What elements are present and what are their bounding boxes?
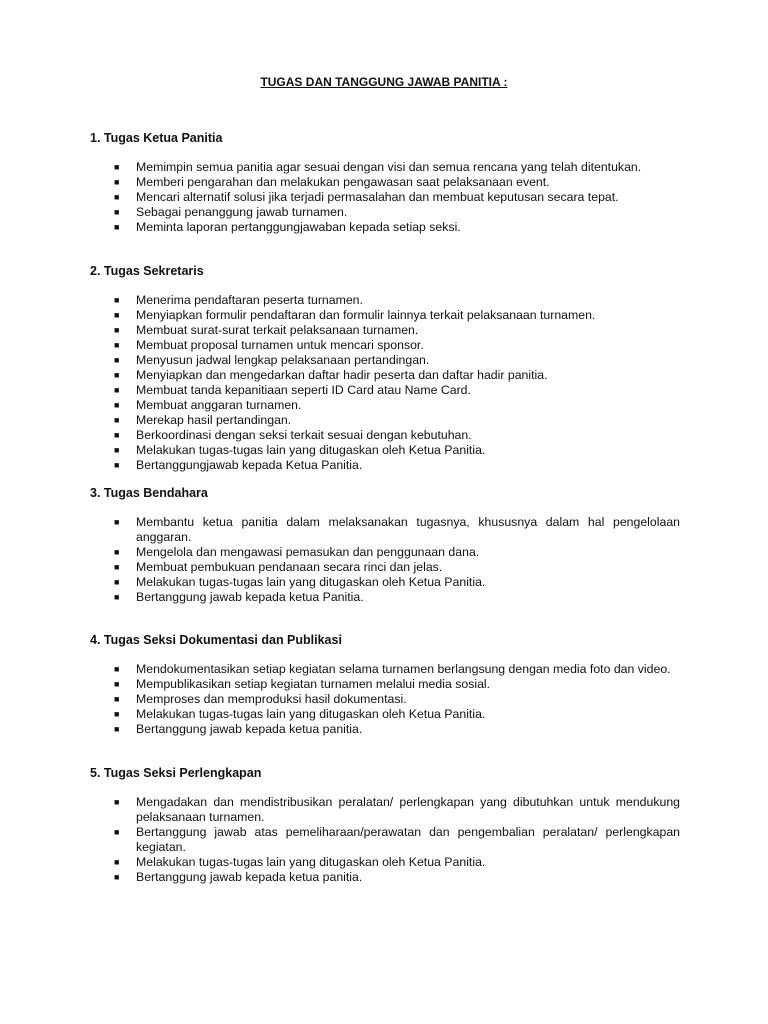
bullet-icon: ■ (114, 355, 120, 365)
list-item-text: Melakukan tugas-tugas lain yang ditugaskan oleh Ketua Panitia. (136, 707, 486, 721)
list-item (90, 353, 680, 368)
bullet-icon: ■ (114, 295, 120, 305)
list-item (90, 338, 680, 353)
bullet-icon: ■ (114, 857, 120, 867)
list-item-text: Bertanggung jawab kepada ketua Panitia. (136, 590, 364, 604)
bullet-icon: ■ (114, 340, 120, 350)
bullet-icon: ■ (114, 547, 120, 557)
bullet-icon: ■ (114, 445, 120, 455)
section-dokumentasi-publikasi (90, 633, 680, 737)
bullet-icon: ■ (114, 517, 120, 527)
list-item (90, 175, 680, 190)
section-bendahara (90, 486, 680, 605)
bullet-icon: ■ (114, 400, 120, 410)
section-ketua-panitia (90, 131, 680, 235)
list-item-text: Membuat pembukuan pendanaan secara rinci dan jelas. (136, 560, 443, 574)
bullet-icon: ■ (114, 562, 120, 572)
list-item-text: Bertanggung jawab atas pemeliharaan/perawatan dan pengembalian peralatan/ perlengkapan kegiatan. (136, 825, 680, 854)
list-item-text: Bertanggung jawab kepada ketua panitia. (136, 870, 363, 884)
list-item (90, 590, 680, 605)
list-item-text: Menyiapkan formulir pendaftaran dan formulir lainnya terkait pelaksanaan turnamen. (136, 308, 596, 322)
list-item-text: Menyiapkan dan mengedarkan daftar hadir peserta dan daftar hadir panitia. (136, 368, 548, 382)
list-item (90, 515, 680, 545)
list-item (90, 308, 680, 323)
list-item-text: Melakukan tugas-tugas lain yang ditugaskan oleh Ketua Panitia. (136, 443, 486, 457)
list-item-text: Mengelola dan mengawasi pemasukan dan penggunaan dana. (136, 545, 480, 559)
list-item (90, 383, 680, 398)
list-item (90, 795, 680, 825)
list-item-text: Meminta laporan pertanggungjawaban kepada setiap seksi. (136, 220, 461, 234)
list-item-text: Mengadakan dan mendistribusikan peralatan/ perlengkapan yang dibutuhkan untuk mendukung pelaksanaan turnamen. (136, 795, 680, 824)
list-item (90, 205, 680, 220)
bullet-icon: ■ (114, 679, 120, 689)
list-item (90, 443, 680, 458)
list-item-text: Bertanggungjawab kepada Ketua Panitia. (136, 458, 363, 472)
section-heading: 3. Tugas Bendahara (90, 486, 208, 500)
list-item (90, 413, 680, 428)
list-item (90, 458, 680, 473)
bullet-icon: ■ (114, 370, 120, 380)
bullet-icon: ■ (114, 207, 120, 217)
list-item (90, 870, 680, 885)
list-item-text: Bertanggung jawab kepada ketua panitia. (136, 722, 363, 736)
section-heading: 4. Tugas Seksi Dokumentasi dan Publikasi (90, 633, 342, 647)
bullet-icon: ■ (114, 162, 120, 172)
list-item-text: Mempublikasikan setiap kegiatan turnamen melalui media sosial. (136, 677, 491, 691)
bullet-icon: ■ (114, 222, 120, 232)
list-item-text: Melakukan tugas-tugas lain yang ditugaskan oleh Ketua Panitia. (136, 855, 486, 869)
list-item-text: Membuat surat-surat terkait pelaksanaan turnamen. (136, 323, 419, 337)
list-item-text: Menyusun jadwal lengkap pelaksanaan pertandingan. (136, 353, 430, 367)
list-item (90, 428, 680, 443)
bullet-icon: ■ (114, 177, 120, 187)
list-item (90, 677, 680, 692)
list-item-text: Memproses dan memproduksi hasil dokumentasi. (136, 692, 407, 706)
list-item-text: Merekap hasil pertandingan. (136, 413, 292, 427)
bullet-icon: ■ (114, 310, 120, 320)
bullet-icon: ■ (114, 415, 120, 425)
bullet-icon: ■ (114, 430, 120, 440)
list-item (90, 293, 680, 308)
list-item (90, 398, 680, 413)
list-item (90, 855, 680, 870)
bullet-list (90, 160, 680, 235)
section-heading: 1. Tugas Ketua Panitia (90, 131, 223, 145)
list-item-text: Membuat tanda kepanitiaan seperti ID Card atau Name Card. (136, 383, 471, 397)
bullet-icon: ■ (114, 325, 120, 335)
list-item-text: Membuat proposal turnamen untuk mencari sponsor. (136, 338, 424, 352)
list-item (90, 707, 680, 722)
bullet-icon: ■ (114, 797, 120, 807)
list-item-text: Mendokumentasikan setiap kegiatan selama turnamen berlangsung dengan media foto dan video. (136, 662, 671, 676)
list-item-text: Menerima pendaftaran peserta turnamen. (136, 293, 363, 307)
section-perlengkapan (90, 766, 680, 885)
bullet-icon: ■ (114, 664, 120, 674)
bullet-icon: ■ (114, 385, 120, 395)
list-item-text: Memberi pengarahan dan melakukan pengawasan saat pelaksanaan event. (136, 175, 550, 189)
list-item-text: Memimpin semua panitia agar sesuai dengan visi dan semua rencana yang telah ditentukan. (136, 160, 642, 174)
list-item-text: Melakukan tugas-tugas lain yang ditugaskan oleh Ketua Panitia. (136, 575, 486, 589)
list-item (90, 220, 680, 235)
section-heading: 2. Tugas Sekretaris (90, 264, 204, 278)
bullet-list (90, 662, 680, 737)
list-item-text: Sebagai penanggung jawab turnamen. (136, 205, 348, 219)
section-sekretaris (90, 264, 680, 473)
list-item (90, 545, 680, 560)
list-item (90, 662, 680, 677)
bullet-icon: ■ (114, 460, 120, 470)
list-item (90, 190, 680, 205)
bullet-icon: ■ (114, 592, 120, 602)
bullet-icon: ■ (114, 192, 120, 202)
list-item (90, 825, 680, 855)
list-item (90, 368, 680, 383)
list-item (90, 575, 680, 590)
document-title: TUGAS DAN TANGGUNG JAWAB PANITIA : (260, 75, 508, 89)
list-item-text: Berkoordinasi dengan seksi terkait sesuai dengan kebutuhan. (136, 428, 472, 442)
bullet-icon: ■ (114, 577, 120, 587)
list-item-text: Membuat anggaran turnamen. (136, 398, 302, 412)
list-item (90, 722, 680, 737)
list-item (90, 692, 680, 707)
bullet-list (90, 515, 680, 605)
bullet-icon: ■ (114, 709, 120, 719)
bullet-list (90, 293, 680, 473)
bullet-icon: ■ (114, 872, 120, 882)
bullet-icon: ■ (114, 827, 120, 837)
list-item (90, 560, 680, 575)
bullet-list (90, 795, 680, 885)
bullet-icon: ■ (114, 694, 120, 704)
list-item (90, 323, 680, 338)
bullet-icon: ■ (114, 724, 120, 734)
list-item-text: Mencari alternatif solusi jika terjadi permasalahan dan membuat keputusan secara tepat. (136, 190, 619, 204)
list-item (90, 160, 680, 175)
list-item-text: Membantu ketua panitia dalam melaksanakan tugasnya, khususnya dalam hal pengelolaan anggaran. (136, 515, 680, 544)
section-heading: 5. Tugas Seksi Perlengkapan (90, 766, 262, 780)
